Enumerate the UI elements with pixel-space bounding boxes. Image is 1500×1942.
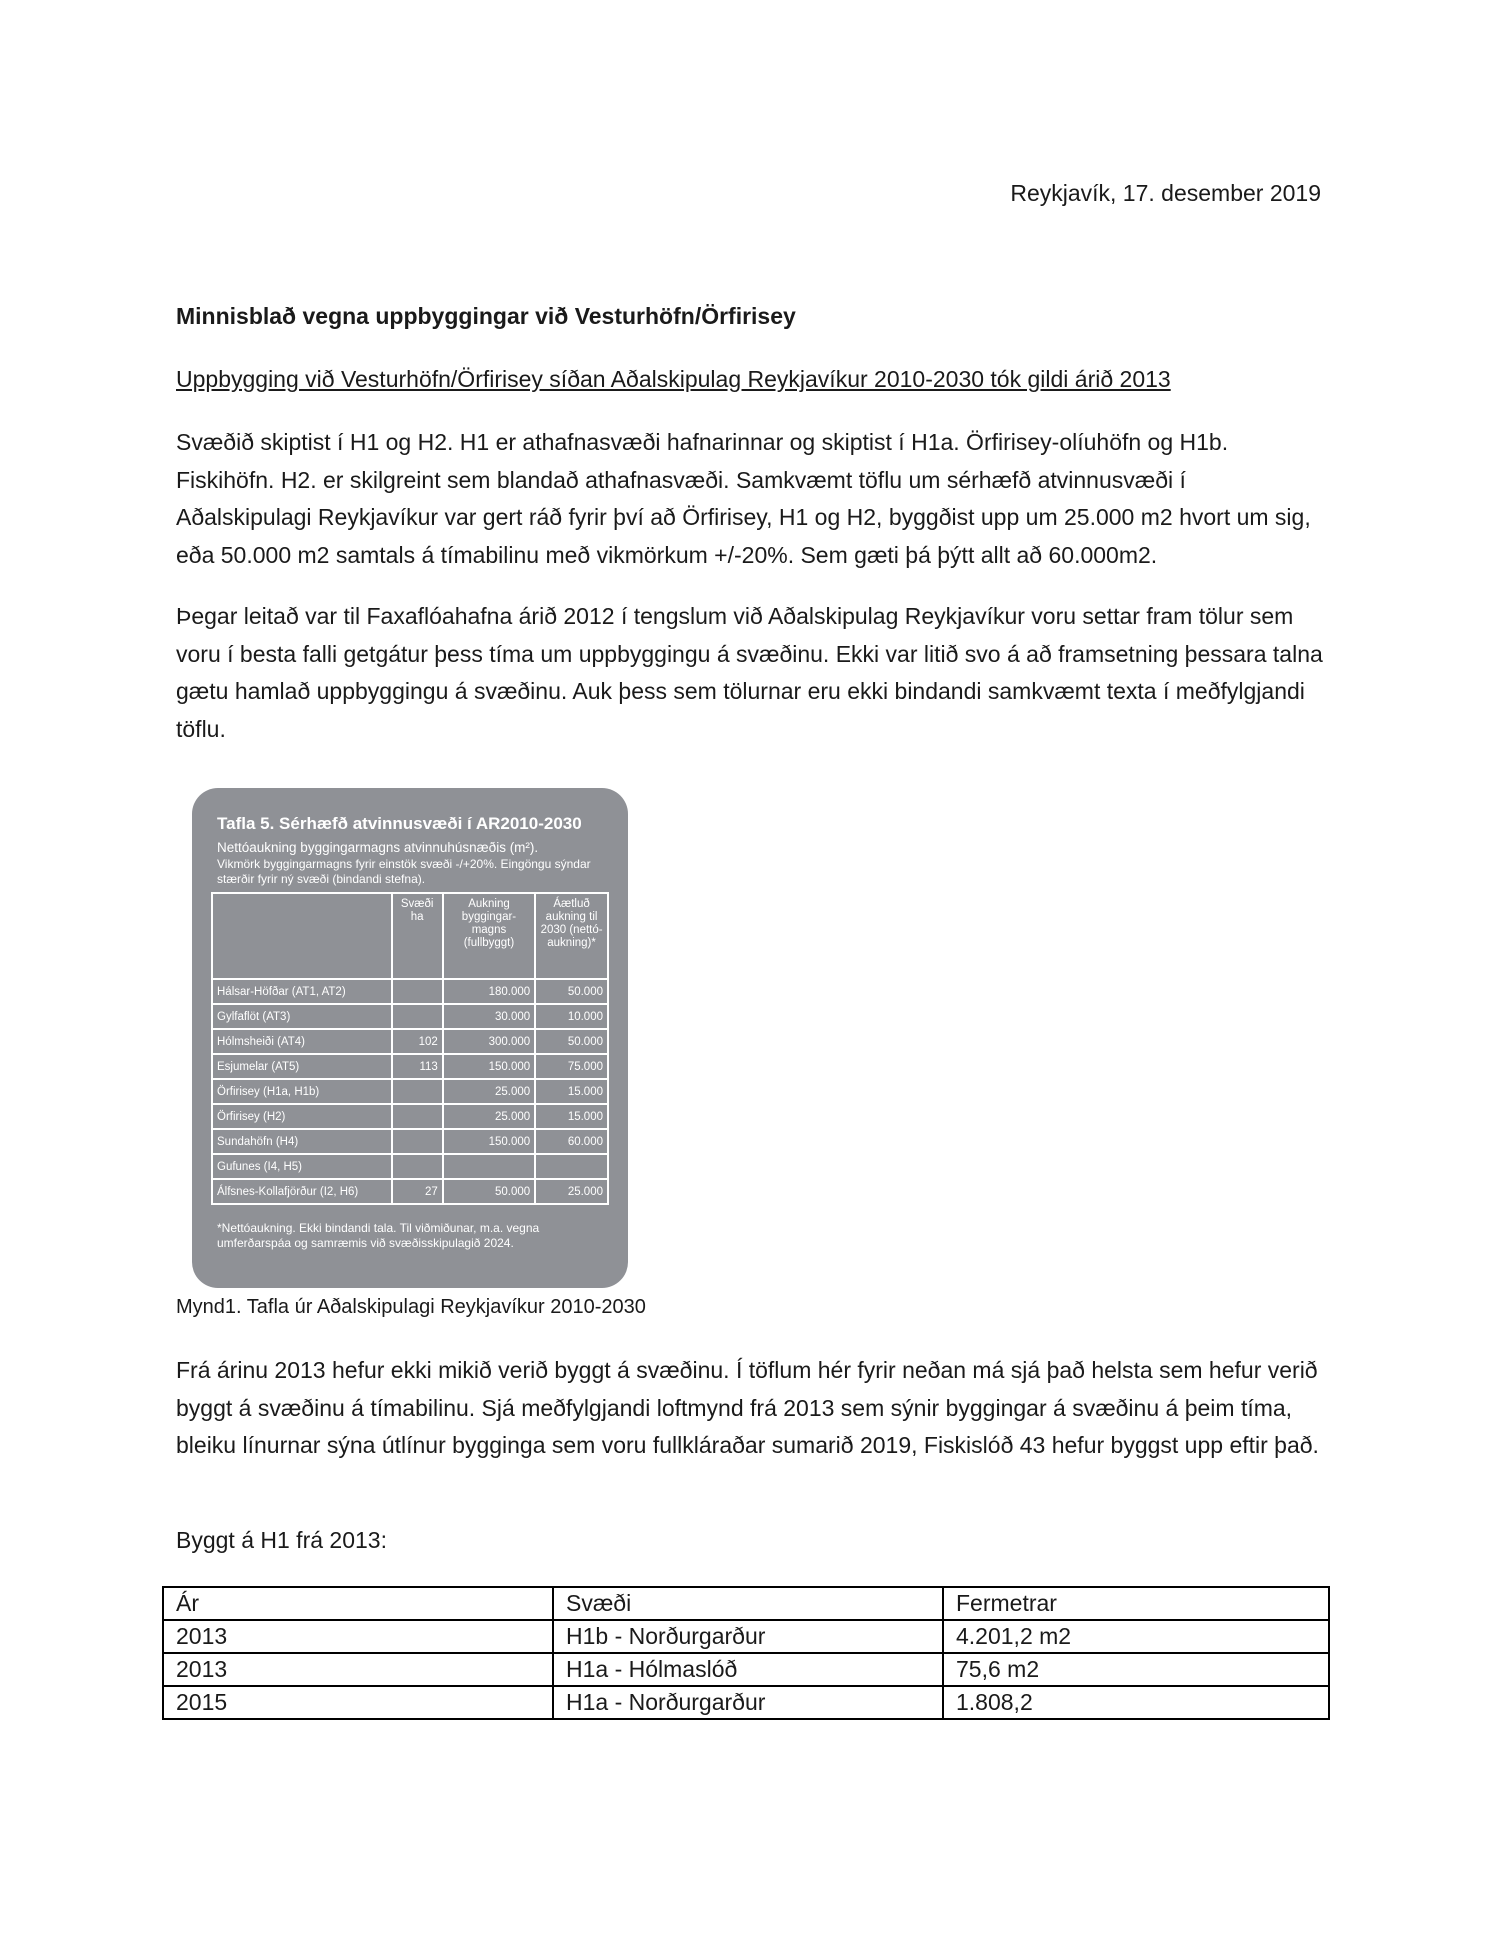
figure-table-row [212, 1154, 608, 1179]
figure-cell-2030: 25.000 [535, 1179, 608, 1204]
figure-table-row [212, 1004, 608, 1029]
figure-cell-full: 180.000 [443, 979, 535, 1004]
figure-cell-full: 50.000 [443, 1179, 535, 1204]
figure-cell-full: 30.000 [443, 1004, 535, 1029]
figure-cell-2030: 75.000 [535, 1054, 608, 1079]
figure-table-row [212, 979, 608, 1004]
document-subtitle: Uppbygging við Vesturhöfn/Örfirisey síðan Aðalskipulag Reykjavíkur 2010-2030 tók gildi árið 2013 [176, 366, 1171, 392]
figure-cell-area: Hólmsheiði (AT4) [212, 1029, 392, 1054]
figure-header-cell: Aukning byggingar-magns (fullbyggt) [443, 893, 535, 979]
table-row [163, 1653, 1329, 1686]
figure-subtitle-2: Vikmörk byggingarmagns fyrir einstök svæði -/+20%. Eingöngu sýndar stærðir fyrir ný svæði (bindandi stefna). [217, 857, 591, 886]
figure-cell-2030: 60.000 [535, 1129, 608, 1154]
figure-cell-area: Sundahöfn (H4) [212, 1129, 392, 1154]
figure-cell-full: 150.000 [443, 1129, 535, 1154]
h1-header-sqm: Fermetrar [943, 1587, 1329, 1620]
figure-table-row [212, 1029, 608, 1054]
figure-cell-full [443, 1154, 535, 1179]
h1-header-area: Svæði [553, 1587, 943, 1620]
figure-cell-area: Gufunes (I4, H5) [212, 1154, 392, 1179]
figure-table-row [212, 1179, 608, 1204]
figure-title: Tafla 5. Sérhæfð atvinnusvæði í AR2010-2030 [217, 814, 582, 833]
figure-cell-ha: 102 [392, 1029, 443, 1054]
figure-cell-full: 25.000 [443, 1079, 535, 1104]
figure-cell-ha: 113 [392, 1054, 443, 1079]
figure-cell-area: Gylfaflöt (AT3) [212, 1004, 392, 1029]
h1-header-year: Ár [163, 1587, 553, 1620]
figure-table [211, 892, 609, 1205]
h1-cell-year: 2015 [163, 1686, 553, 1719]
paragraph-3: Frá árinu 2013 hefur ekki mikið verið byggt á svæðinu. Í töflum hér fyrir neðan má sjá það helsta sem hefur verið byggt á svæðinu á tímabilinu. Sjá meðfylgjandi loftmynd frá 2013 sem sýnir byggingar á svæðinu á þeim tíma, bleiku línurnar sýna útlínur bygginga sem voru fullkláraðar sumarið 2019, Fiskislóð 43 hefur byggst upp eftir það. [176, 1357, 1319, 1458]
figure-subtitle-1: Nettóaukning byggingarmagns atvinnuhúsnæðis (m²). [217, 840, 539, 855]
h1-cell-area: H1a - Norðurgarður [553, 1686, 943, 1719]
figure-cell-ha [392, 1154, 443, 1179]
figure-cell-ha: 27 [392, 1179, 443, 1204]
figure-cell-area: Hálsar-Höfðar (AT1, AT2) [212, 979, 392, 1004]
paragraph-2: Þegar leitað var til Faxaflóahafna árið 2012 í tengslum við Aðalskipulag Reykjavíkur voru settar fram tölur sem voru í besta falli getgátur þess tíma um uppbyggingu á svæðinu. Ekki var litið svo á að framsetning þessara talna gætu hamlað uppbyggingu á svæðinu. Auk þess sem tölurnar eru ekki bindandi samkvæmt texta í meðfylgjandi töflu. [176, 603, 1323, 742]
figure-cell-full: 150.000 [443, 1054, 535, 1079]
h1-cell-area: H1a - Hólmaslóð [553, 1653, 943, 1686]
figure-table-header-row [212, 893, 608, 979]
document-date: Reykjavík, 17. desember 2019 [1010, 180, 1321, 206]
h1-section-label: Byggt á H1 frá 2013: [176, 1527, 387, 1553]
figure-cell-2030: 50.000 [535, 1029, 608, 1054]
figure-caption: Mynd1. Tafla úr Aðalskipulagi Reykjavíkur 2010-2030 [176, 1296, 646, 1318]
h1-cell-year: 2013 [163, 1620, 553, 1653]
figure-table-row [212, 1129, 608, 1154]
document-title: Minnisblað vegna uppbyggingar við Vesturhöfn/Örfirisey [176, 303, 796, 329]
figure-cell-2030: 10.000 [535, 1004, 608, 1029]
h1-cell-sqm: 1.808,2 [943, 1686, 1329, 1719]
h1-cell-sqm: 75,6 m2 [943, 1653, 1329, 1686]
figure-cell-ha [392, 979, 443, 1004]
figure-cell-full: 25.000 [443, 1104, 535, 1129]
figure-table-row [212, 1054, 608, 1079]
figure-cell-ha [392, 1129, 443, 1154]
figure-table-panel [192, 788, 628, 1288]
figure-cell-ha [392, 1079, 443, 1104]
figure-cell-2030 [535, 1154, 608, 1179]
table-row [163, 1620, 1329, 1653]
figure-header-cell: Áætluð aukning til 2030 (nettó-aukning)* [535, 893, 608, 979]
paragraph-1: Svæðið skiptist í H1 og H2. H1 er athafnasvæði hafnarinnar og skiptist í H1a. Örfirisey-olíuhöfn og H1b. Fiskihöfn. H2. er skilgreint sem blandað athafnasvæði. Samkvæmt töflu um sérhæfð atvinnusvæði í Aðalskipulagi Reykjavíkur var gert ráð fyrir því að Örfirisey, H1 og H2, byggðist upp um 25.000 m2 hvort um sig, eða 50.000 m2 samtals á tímabilinu með vikmörkum +/-20%. Sem gæti þá þýtt allt að 60.000m2. [176, 429, 1311, 568]
figure-table-row [212, 1104, 608, 1129]
h1-cell-sqm: 4.201,2 m2 [943, 1620, 1329, 1653]
figure-header-cell [212, 893, 392, 979]
h1-cell-year: 2013 [163, 1653, 553, 1686]
h1-cell-area: H1b - Norðurgarður [553, 1620, 943, 1653]
figure-table-row [212, 1079, 608, 1104]
figure-cell-ha [392, 1004, 443, 1029]
h1-built-table [162, 1586, 1330, 1720]
figure-cell-2030: 50.000 [535, 979, 608, 1004]
figure-cell-area: Örfirisey (H1a, H1b) [212, 1079, 392, 1104]
figure-header-cell: Svæði ha [392, 893, 443, 979]
figure-cell-2030: 15.000 [535, 1104, 608, 1129]
figure-cell-ha [392, 1104, 443, 1129]
figure-cell-area: Örfirisey (H2) [212, 1104, 392, 1129]
table-row [163, 1686, 1329, 1719]
figure-cell-area: Álfsnes-Kollafjörður (I2, H6) [212, 1179, 392, 1204]
figure-cell-full: 300.000 [443, 1029, 535, 1054]
figure-cell-2030: 15.000 [535, 1079, 608, 1104]
h1-table-header-row [163, 1587, 1329, 1620]
figure-footnote: *Nettóaukning. Ekki bindandi tala. Til viðmiðunar, m.a. vegna umferðarspáa og samræmis við svæðisskipulagið 2024. [217, 1221, 540, 1250]
figure-cell-area: Esjumelar (AT5) [212, 1054, 392, 1079]
